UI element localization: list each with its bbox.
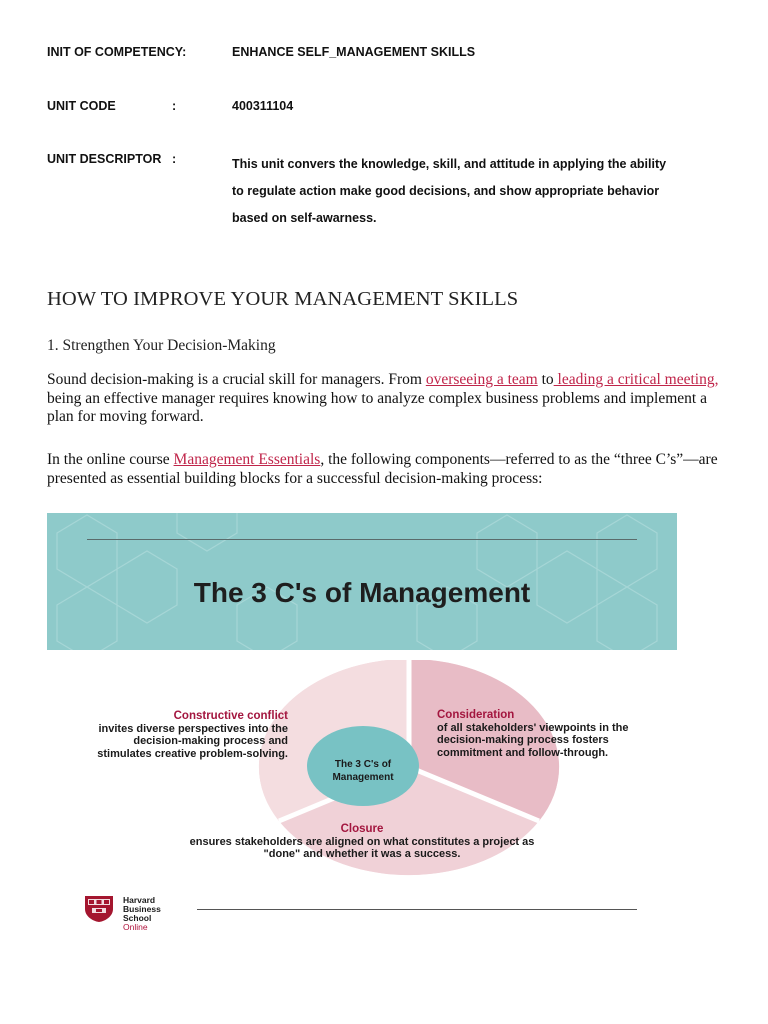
paragraph-text: Sound decision-making is a crucial skill for managers. From bbox=[47, 371, 426, 388]
closure-text: ensures stakeholders are aligned on what constitutes a project as "done" and whether it was a success. bbox=[189, 835, 535, 860]
link-overseeing-a-team[interactable]: overseeing a team bbox=[425, 371, 538, 388]
paragraph-text: to bbox=[537, 371, 554, 388]
logo-line: Business bbox=[123, 904, 161, 914]
unit-descriptor-colon: : bbox=[172, 152, 177, 166]
figure-banner bbox=[47, 513, 677, 650]
constructive-conflict-title: Constructive conflict bbox=[173, 710, 288, 722]
link-management-essentials[interactable]: Management Essentials bbox=[173, 451, 321, 468]
banner-title: The 3 C's of Management bbox=[193, 577, 531, 608]
competency-value: ENHANCE SELF_MANAGEMENT SKILLS bbox=[232, 45, 476, 59]
hbs-logo-text bbox=[123, 896, 161, 932]
center-label: The 3 C's of Management bbox=[332, 759, 394, 783]
paragraph-decision-making bbox=[47, 371, 727, 427]
unit-code-colon: : bbox=[172, 99, 177, 113]
paragraph-text: being an effective manager requires knowing how to analyze complex business problems and implement a plan for moving forward. bbox=[47, 389, 707, 425]
unit-descriptor-value: This unit convers the knowledge, skill, and attitude in applying the ability to regulate action make good decisions, and show appropriate behavior based on self-awarness. bbox=[232, 157, 667, 225]
unit-code-value: 400311104 bbox=[232, 99, 294, 113]
link-leading-a-critical-meeting[interactable]: leading a critical meeting, bbox=[553, 371, 719, 388]
consideration-text: of all stakeholders' viewpoints in the decision-making process fosters commitment and follow-through. bbox=[437, 721, 629, 759]
unit-code-label: UNIT CODE bbox=[47, 99, 116, 113]
competency-label: INIT OF COMPETENCY: bbox=[47, 45, 187, 59]
paragraph-text: , the following components—referred to as the “three C’s”—are presented as essential building blocks for a successful decision-making process: bbox=[47, 451, 718, 487]
footer-rule bbox=[197, 909, 637, 910]
section-subheading: 1. Strengthen Your Decision-Making bbox=[47, 337, 276, 354]
constructive-conflict-block bbox=[85, 710, 288, 760]
constructive-conflict-text: invites diverse perspectives into the decision-making process and stimulates creative problem-solving. bbox=[97, 722, 288, 760]
consideration-title: Consideration bbox=[437, 709, 515, 721]
logo-line: Harvard bbox=[123, 895, 156, 905]
closure-block bbox=[177, 823, 547, 861]
logo-line: School bbox=[123, 913, 152, 923]
unit-descriptor-label: UNIT DESCRIPTOR bbox=[47, 152, 162, 166]
paragraph-text: In the online course bbox=[47, 451, 174, 468]
paragraph-three-cs bbox=[47, 451, 727, 488]
logo-line-online: Online bbox=[123, 922, 148, 932]
closure-title: Closure bbox=[340, 823, 384, 835]
three-cs-diagram bbox=[47, 660, 677, 890]
page-title: HOW TO IMPROVE YOUR MANAGEMENT SKILLS bbox=[47, 288, 519, 310]
harvard-shield-icon bbox=[84, 895, 114, 923]
consideration-block bbox=[437, 709, 647, 759]
banner-rule bbox=[87, 539, 637, 540]
